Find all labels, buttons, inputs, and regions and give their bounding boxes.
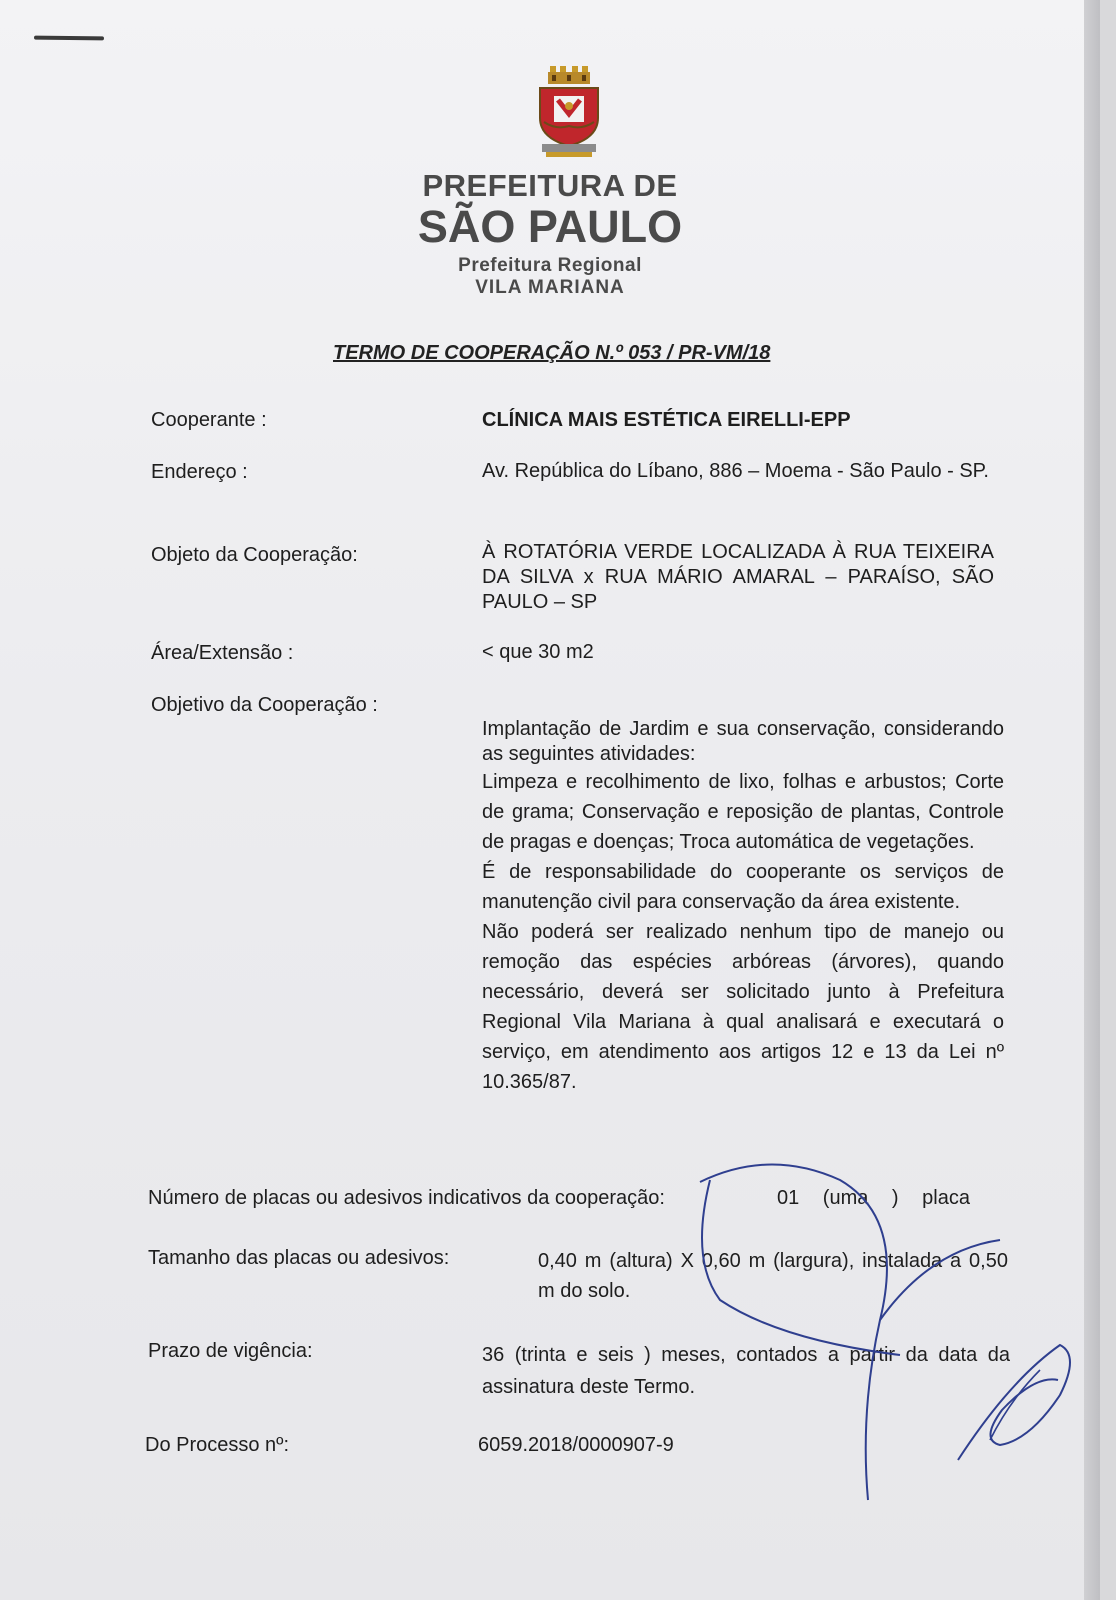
prazo-value: 36 (trinta e seis ) meses, contados a partir da data da assinatura deste Termo.	[482, 1344, 1010, 1398]
processo-value: 6059.2018/0000907-9	[478, 1434, 674, 1456]
objetivo-label: Objetivo da Cooperação :	[151, 694, 378, 716]
tamanho-value: 0,40 m (altura) X 0,60 m (largura), instalada a 0,50 m do solo.	[538, 1250, 1008, 1302]
header-line-1: PREFEITURA DE	[422, 168, 678, 203]
endereco-label: Endereço :	[151, 461, 248, 483]
objeto-label: Objeto da Cooperação:	[151, 544, 358, 566]
objetivo-paragraph-4: Não poderá ser realizado nenhum tipo de manejo ou remoção das espécies arbóreas (árvores), quando necessário, deverá ser solicitado junto à Prefeitura Regional Vila Mariana à qual analisará e executará o serviço, em atendimento aos artigos 12 e 13 da Lei nº 10.365/87.	[482, 921, 1004, 1093]
area-value: < que 30 m2	[482, 641, 594, 663]
endereco-value: Av. República do Líbano, 886 – Moema - São Paulo - SP.	[482, 460, 989, 482]
objetivo-value	[482, 717, 1004, 1097]
header-line-4: VILA MARIANA	[475, 277, 625, 298]
processo-label: Do Processo nº:	[145, 1434, 290, 1456]
coat-of-arms-icon	[536, 66, 602, 158]
area-label: Área/Extensão :	[151, 642, 294, 664]
header-line-2: SÃO PAULO	[417, 201, 683, 252]
placas-value: 01 (uma ) placa	[777, 1187, 970, 1209]
objetivo-paragraph-1: Implantação de Jardim e sua conservação, considerando as seguintes atividades:	[482, 718, 1004, 765]
tamanho-label: Tamanho das placas ou adesivos:	[148, 1247, 450, 1269]
cooperante-value: CLÍNICA MAIS ESTÉTICA EIRELLI-EPP	[482, 409, 851, 431]
document-title: TERMO DE COOPERAÇÃO N.º 053 / PR-VM/18	[333, 342, 771, 364]
objetivo-paragraph-3: É de responsabilidade do cooperante os serviços de manutenção civil para conservação da área existente.	[482, 861, 1004, 913]
prazo-label: Prazo de vigência:	[148, 1340, 313, 1362]
objeto-value: À ROTATÓRIA VERDE LOCALIZADA À RUA TEIXEIRA DA SILVA x RUA MÁRIO AMARAL – PARAÍSO, SÃO PAULO – SP	[482, 541, 994, 613]
objetivo-paragraph-2: Limpeza e recolhimento de lixo, folhas e arbustos; Corte de grama; Conservação e reposição de plantas, Controle de pragas e doenças; Troca automática de vegetações.	[482, 771, 1004, 853]
placas-label: Número de placas ou adesivos indicativos da cooperação:	[148, 1187, 665, 1209]
staple-mark	[34, 36, 104, 41]
cooperante-label: Cooperante :	[151, 409, 267, 431]
header-line-3: Prefeitura Regional	[458, 255, 642, 276]
